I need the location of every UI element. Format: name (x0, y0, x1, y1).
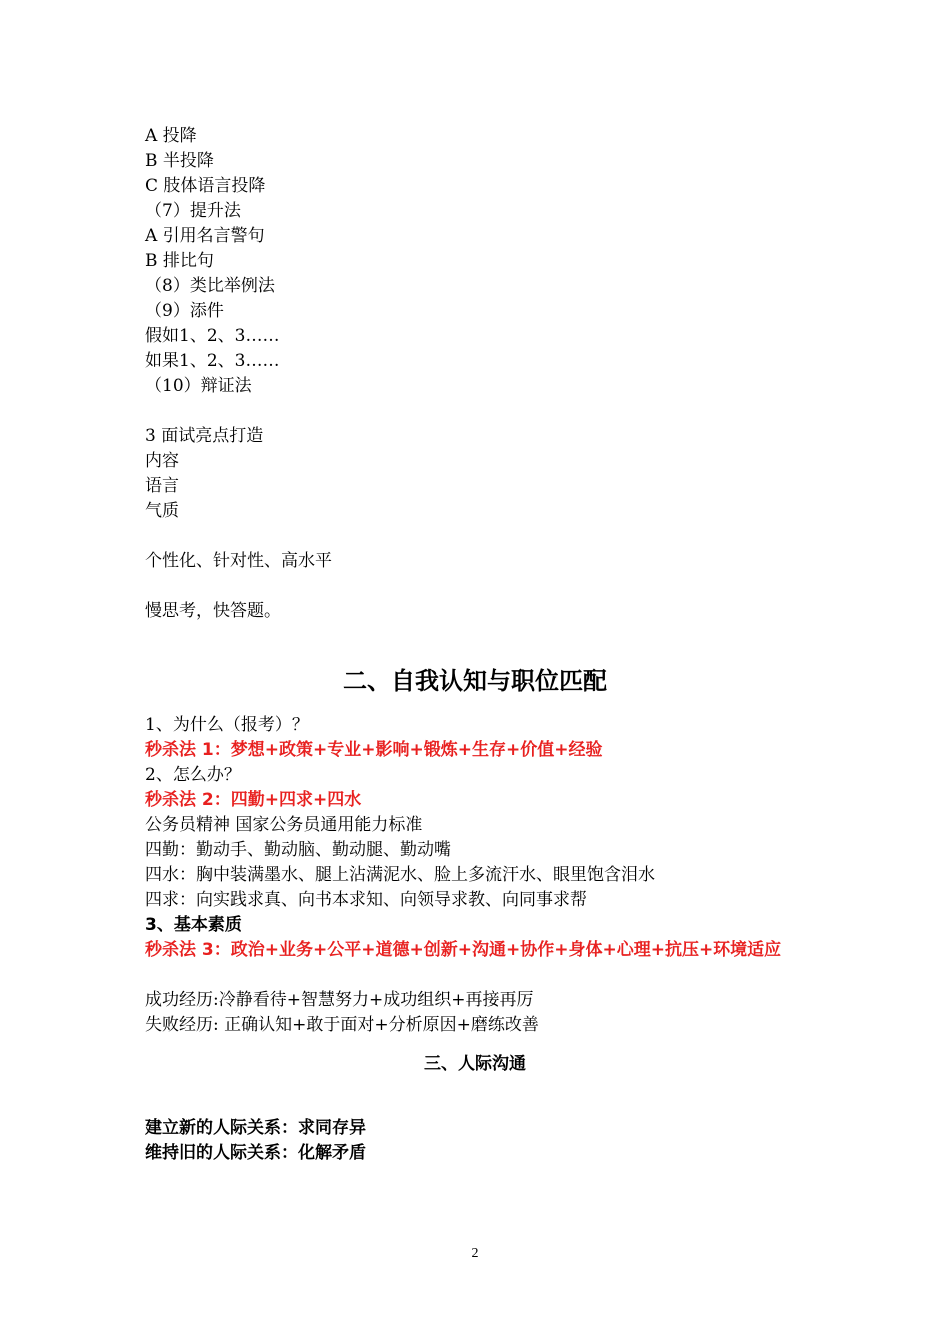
paragraph-failure: 失败经历: 正确认知+敢于面对+分析原因+磨练改善 (145, 1015, 539, 1035)
paragraph-slow-think: 慢思考，快答题。 (145, 601, 281, 621)
paragraph-old-relationship: 维持旧的人际关系：化解矛盾 (145, 1143, 366, 1163)
list-block-techniques (145, 124, 825, 399)
list-item: （10）辩证法 (145, 376, 252, 396)
spacer (145, 624, 825, 649)
page-content (145, 124, 825, 1166)
paragraph-siqin: 四勤：勤动手、勤动脑、勤动腿、勤动嘴 (145, 840, 451, 860)
section-communication (145, 1116, 825, 1166)
page-number: 2 (471, 1246, 479, 1261)
list-item: （8）类比举例法 (145, 276, 275, 296)
section-self-awareness (145, 713, 825, 1038)
spacer (145, 963, 825, 988)
list-item: C 肢体语言投降 (145, 176, 266, 196)
list-item: 内容 (145, 451, 179, 471)
list-item: 语言 (145, 476, 179, 496)
list-item: 气质 (145, 501, 179, 521)
spacer (145, 574, 825, 599)
question-2: 2、怎么办？ (145, 765, 241, 785)
spacer (145, 524, 825, 549)
paragraph-siqiu: 四求：向实践求真、向书本求知、向领导求教、向同事求帮 (145, 890, 587, 910)
paragraph-sishui: 四水：胸中装满墨水、腿上沾满泥水、脸上多流汗水、眼里饱含泪水 (145, 865, 655, 885)
list-item: （9）添件 (145, 301, 224, 321)
list-item: （7）提升法 (145, 201, 241, 221)
list-item: 假如1、2、3…… (145, 326, 280, 346)
section-heading-self-awareness: 二、自我认知与职位匹配 (343, 667, 607, 695)
paragraph-spirit: 公务员精神 国家公务员通用能力标准 (145, 815, 423, 835)
paragraph-success: 成功经历:冷静看待+智慧努力+成功组织+再接再厉 (145, 990, 534, 1010)
trick-1: 秒杀法 1：梦想+政策+专业+影响+锻炼+生存+价值+经验 (145, 740, 603, 760)
trick-2: 秒杀法 2：四勤+四求+四水 (145, 790, 362, 810)
section-heading-communication: 三、人际沟通 (424, 1054, 526, 1074)
list-item: A 引用名言警句 (145, 226, 265, 246)
spacer (145, 1091, 825, 1116)
list-item: B 半投降 (145, 151, 214, 171)
list-block-highlights (145, 424, 825, 524)
trick-3: 秒杀法 3：政治+业务+公平+道德+创新+沟通+协作+身体+心理+抗压+环境适应 (145, 940, 782, 960)
list-item: B 排比句 (145, 251, 214, 271)
question-3: 3、基本素质 (145, 915, 242, 935)
question-1: 1、为什么（报考）？ (145, 715, 309, 735)
list-item: 如果1、2、3…… (145, 351, 280, 371)
paragraph-new-relationship: 建立新的人际关系：求同存异 (145, 1118, 366, 1138)
paragraph-personalized: 个性化、针对性、高水平 (145, 551, 332, 571)
spacer (145, 399, 825, 424)
list-item: 3 面试亮点打造 (145, 426, 264, 446)
list-item: A 投降 (145, 126, 197, 146)
